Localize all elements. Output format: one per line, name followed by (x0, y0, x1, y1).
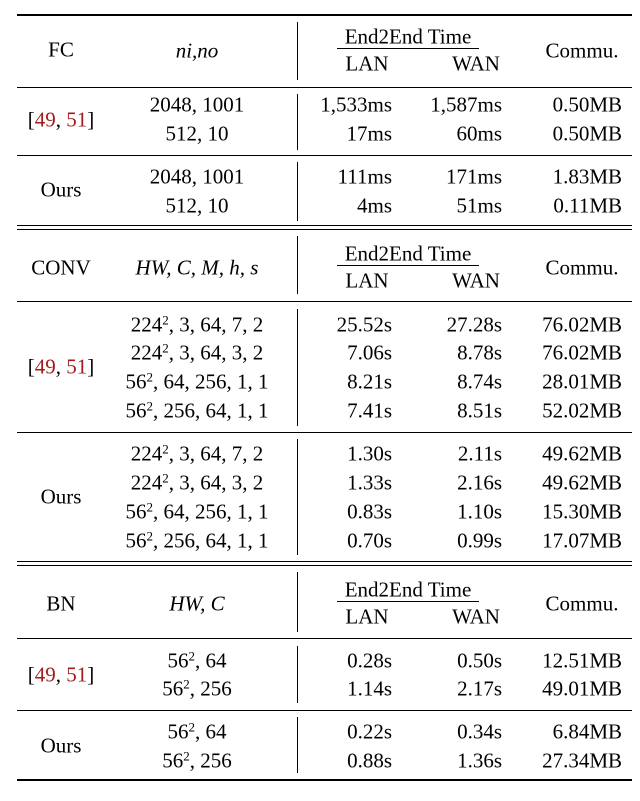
param-rest: , 3, 64, 3, 2 (168, 470, 264, 495)
param-rest: , 64, 256, 1, 1 (153, 499, 269, 524)
param-exponent: 2 (146, 398, 154, 414)
param-rest: , 256, 64, 1, 1 (153, 528, 269, 553)
param-exponent: 2 (188, 719, 196, 735)
column-rule (297, 572, 298, 632)
column-rule (297, 22, 298, 80)
lan-time-cell: 7.41s (347, 398, 392, 423)
param-exponent: 2 (188, 648, 196, 664)
lan-time-cell: 25.52s (336, 312, 392, 337)
param-base: 56 (167, 719, 189, 744)
end2end-time-header: End2End Time (344, 241, 472, 266)
lan-header: LAN (345, 268, 389, 293)
wan-time-cell: 8.51s (457, 398, 502, 423)
param-cell (167, 719, 227, 744)
wan-time-cell: 1.10s (457, 499, 502, 524)
wan-header: WAN (452, 51, 500, 76)
ours-label: Ours (40, 733, 82, 758)
column-rule (297, 236, 298, 294)
wan-time-cell: 8.78s (457, 340, 502, 365)
param-rest: , 3, 64, 7, 2 (168, 441, 264, 466)
ours-label: Ours (40, 177, 82, 202)
param-cell (125, 369, 269, 394)
lan-time-cell: 7.06s (347, 340, 392, 365)
wan-time-cell: 1,587ms (430, 92, 502, 117)
lan-time-cell: 17ms (346, 121, 392, 146)
param-cell (125, 398, 269, 423)
lan-header: LAN (345, 604, 389, 629)
cite-open-bracket: [ (27, 662, 35, 687)
header-rule (17, 87, 632, 88)
param-header: HW, C, M, h, s (135, 255, 259, 279)
commu-cell: 0.50MB (552, 121, 622, 146)
commu-cell: 6.84MB (552, 719, 622, 744)
param-cell (130, 441, 264, 466)
param-cell (130, 312, 264, 337)
citation-prior-work (27, 662, 95, 687)
commu-cell: 0.11MB (553, 193, 622, 218)
param-cell: 2048, 1001 (149, 92, 245, 117)
column-rule (297, 646, 298, 703)
commu-cell: 76.02MB (542, 312, 622, 337)
wan-header: WAN (452, 268, 500, 293)
lan-time-cell: 4ms (356, 193, 392, 218)
param-base: 56 (125, 398, 147, 423)
lan-time-cell: 1.30s (347, 441, 392, 466)
cite-ref: 49 (34, 107, 56, 132)
commu-cell: 17.07MB (542, 528, 622, 553)
lan-time-cell: 0.22s (347, 719, 392, 744)
param-cell (130, 470, 264, 495)
param-exponent: 2 (162, 312, 169, 328)
wan-time-cell: 0.99s (457, 528, 502, 553)
param-rest: , 64 (195, 719, 227, 744)
lan-header: LAN (345, 51, 389, 76)
lan-time-cell: 111ms (337, 164, 392, 189)
param-rest: , 64 (195, 648, 227, 673)
section-title: BN (46, 591, 76, 616)
header-rule (17, 301, 632, 302)
commu-cell: 76.02MB (542, 340, 622, 365)
param-exponent: 2 (146, 499, 154, 515)
param-exponent: 2 (162, 340, 169, 356)
citation-prior-work (27, 107, 95, 132)
param-cell: 512, 10 (165, 193, 229, 218)
column-rule (297, 717, 298, 773)
commu-header: Commu. (545, 255, 619, 279)
lan-time-cell: 0.70s (347, 528, 392, 553)
param-cell (125, 499, 269, 524)
param-header: HW, C (169, 591, 225, 615)
param-base: 56 (125, 528, 147, 553)
section-title: CONV (31, 255, 91, 280)
cite-open-bracket: [ (27, 354, 35, 379)
wan-header: WAN (452, 604, 500, 629)
param-cell: 512, 10 (165, 121, 229, 146)
wan-time-cell: 0.34s (457, 719, 502, 744)
cite-open-bracket: [ (27, 107, 35, 132)
group-rule (17, 710, 632, 711)
header-rule (17, 638, 632, 639)
param-base: 224 (130, 312, 163, 337)
end2end-time-header: End2End Time (344, 577, 472, 602)
wan-time-cell: 1.36s (457, 748, 502, 773)
param-exponent: 2 (146, 528, 154, 544)
end2end-underline (337, 601, 479, 602)
param-cell (162, 676, 232, 701)
cite-ref: 51 (66, 662, 88, 687)
citation-prior-work (27, 354, 95, 379)
param-base: 224 (130, 470, 163, 495)
param-rest: , 256 (189, 676, 232, 701)
param-base: 56 (162, 748, 184, 773)
param-exponent: 2 (183, 748, 190, 764)
section-rule (17, 565, 632, 566)
section-rule (17, 225, 632, 226)
section-rule (17, 561, 632, 562)
commu-cell: 49.62MB (542, 470, 622, 495)
cite-close-bracket: ] (87, 662, 95, 687)
param-cell (130, 340, 264, 365)
end2end-underline (337, 48, 479, 49)
param-base: 56 (125, 369, 147, 394)
param-cell (162, 748, 232, 773)
commu-cell: 0.50MB (552, 92, 622, 117)
param-cell (125, 528, 269, 553)
section-title: FC (48, 37, 74, 62)
commu-cell: 28.01MB (542, 369, 622, 394)
wan-time-cell: 2.16s (457, 470, 502, 495)
wan-time-cell: 27.28s (446, 312, 502, 337)
cite-ref: 49 (34, 354, 56, 379)
param-base: 56 (162, 676, 184, 701)
wan-time-cell: 171ms (445, 164, 502, 189)
cite-close-bracket: ] (87, 354, 95, 379)
bottom-rule (17, 779, 632, 781)
wan-time-cell: 0.50s (457, 648, 502, 673)
commu-cell: 27.34MB (542, 748, 622, 773)
param-cell: 2048, 1001 (149, 164, 245, 189)
param-exponent: 2 (183, 676, 190, 692)
lan-time-cell: 1,533ms (320, 92, 392, 117)
column-rule (297, 94, 298, 150)
end2end-underline (337, 265, 479, 266)
param-rest: , 64, 256, 1, 1 (153, 369, 269, 394)
lan-time-cell: 1.14s (347, 676, 392, 701)
commu-header: Commu. (545, 38, 619, 62)
param-rest: , 3, 64, 7, 2 (168, 312, 264, 337)
group-rule (17, 432, 632, 433)
commu-header: Commu. (545, 591, 619, 615)
lan-time-cell: 1.33s (347, 470, 392, 495)
column-rule (297, 309, 298, 426)
wan-time-cell: 60ms (456, 121, 502, 146)
param-exponent: 2 (146, 369, 154, 385)
top-rule (17, 14, 632, 16)
lan-time-cell: 0.88s (347, 748, 392, 773)
cite-ref: 49 (34, 662, 56, 687)
cite-separator: , (55, 354, 67, 379)
param-rest: , 3, 64, 3, 2 (168, 340, 264, 365)
param-base: 224 (130, 441, 163, 466)
param-base: 224 (130, 340, 163, 365)
commu-cell: 1.83MB (552, 164, 622, 189)
cite-ref: 51 (66, 354, 88, 379)
wan-time-cell: 2.11s (457, 441, 502, 466)
cite-close-bracket: ] (87, 107, 95, 132)
wan-time-cell: 2.17s (457, 676, 502, 701)
ours-label: Ours (40, 484, 82, 509)
commu-cell: 15.30MB (542, 499, 622, 524)
param-cell (167, 648, 227, 673)
wan-time-cell: 8.74s (457, 369, 502, 394)
param-base: 56 (167, 648, 189, 673)
param-header: ni,no (175, 38, 219, 62)
commu-cell: 12.51MB (542, 648, 622, 673)
column-rule (297, 439, 298, 555)
commu-cell: 49.62MB (542, 441, 622, 466)
end2end-time-header: End2End Time (344, 24, 472, 49)
param-base: 56 (125, 499, 147, 524)
group-rule (17, 155, 632, 156)
cite-separator: , (55, 107, 67, 132)
param-exponent: 2 (162, 441, 169, 457)
cite-ref: 51 (66, 107, 88, 132)
param-rest: , 256, 64, 1, 1 (153, 398, 269, 423)
lan-time-cell: 0.28s (347, 648, 392, 673)
column-rule (297, 162, 298, 221)
cite-separator: , (55, 662, 67, 687)
lan-time-cell: 0.83s (347, 499, 392, 524)
param-rest: , 256 (189, 748, 232, 773)
wan-time-cell: 51ms (456, 193, 502, 218)
commu-cell: 49.01MB (542, 676, 622, 701)
lan-time-cell: 8.21s (347, 369, 392, 394)
commu-cell: 52.02MB (542, 398, 622, 423)
param-exponent: 2 (162, 470, 169, 486)
section-rule (17, 229, 632, 230)
